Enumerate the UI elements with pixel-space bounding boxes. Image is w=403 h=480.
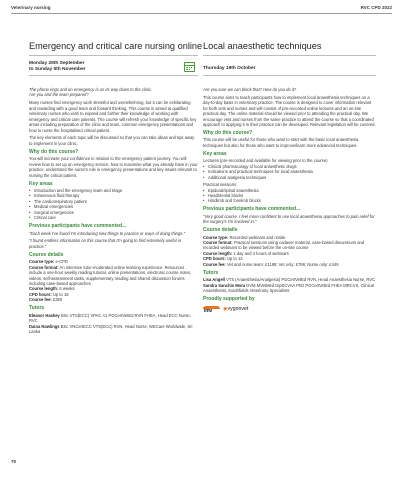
sponsor-heading: Proudly supported by <box>203 296 255 303</box>
course-length: Course length: 1 day and 4 hours of webinars <box>203 250 289 256</box>
key-areas-heading: Key areas <box>203 150 227 157</box>
why-heading: Why do this course? <box>203 130 253 137</box>
course-title: Emergency and critical care nursing online <box>29 41 203 51</box>
quote: "Very good course. I feel more confident to use local anaesthesia approaches to pain relief for the surgery's I'm involved in." <box>203 213 375 225</box>
practical-label: Practical sessions <box>203 182 237 188</box>
course-format: Course format: An intensive tutor-moderated online learning experience. Resources include a one-hour weekly reading tutorial, online presentations, electronic course notes, videos, self-assessment tasks, supplementary reading and shared discussion forums including case-based approaches <box>29 264 192 286</box>
details-heading: Course details <box>29 251 64 258</box>
list-item: • Medical emergencies <box>29 204 198 209</box>
cpd-hours: CPD hours: Up to 18 <box>29 291 69 297</box>
key-areas-list <box>29 188 198 221</box>
list-item: • Head/dental blocks <box>203 193 376 198</box>
list-item: • Intravenous fluid therapy <box>29 193 198 198</box>
why-text: You will increase your confidence in relation to the emergency patient journey. You will review how to set up an emergency service, how to maximise what you already have in your practice, understand the nurse's role in emergency presentations and key issues relevant to nursing the critical patient. <box>29 156 198 178</box>
header-divider <box>11 13 392 14</box>
list-item: • The cardiorespiratory patient <box>29 199 198 204</box>
brochure-label: RVC CPD 2022 <box>360 5 392 10</box>
key-areas-heading: Key areas <box>29 180 53 187</box>
intro-text: Many nurses find emergency work stressful and overwhelming, but it can be exhilarating and rewarding with a good team and forward thinking. This course is aimed at qualified veterinary nurses who wish to expand and further their knowledge of working with emergency and critical care patients. The course will refresh your knowledge of specific key areas including preparation of the clinic and team, common emergency presentations and how to nurse the hospitalised critical patient. <box>29 100 197 133</box>
section-label: Veterinary nursing <box>11 5 51 10</box>
course-body <box>203 87 376 315</box>
list-item: • Epidural/spinal anaesthesia <box>203 188 376 193</box>
cpd-hours: CPD hours: Up to 12 <box>203 256 243 262</box>
tutor: Sandra Sanchis Mora DVM MVetMed DipECVAA PhD PGCertVetEd FHEA MRCVS, Clinical Anaesthetist, Southfields Veterinary Specialists <box>203 282 374 294</box>
details-heading: Course details <box>203 227 238 234</box>
tutor: Eleanor Haskey BSc VTS(ECC) VPAC A1 PGCertVetEd RVN FHEA, Head ECC Nurse, RVC <box>29 312 191 324</box>
course-body: The phone rings and an emergency is on its way down to the clinic. Are you and the team prepared? Many nurses find emergency work stressful and overwhelming, but it can be exhilarating and rewarding with a good team and forward thinking. This course is aimed at qualified veterinary nurses who wish to expand and further their knowledge of working with emergency and critical care patients. The course will refresh your knowledge of specific key areas including preparation of the clinic and team, common emergency presentations and how to nurse the hospitalised critical patient. The key elements of each topic will be discussed so that you can take ideas and tips away to implement in your clinic. Why do this course? You will increase your confidence in relation to the emergency patient journey. You will review how to set up an emergency service, how to maximise what you already have in your practice, understand the nurse's role in emergency presentations and key issues relevant to nursing the critical patient. Key areas • Introduction and the emergency team and triage • Intravenous fluid therapy • The cardiorespiratory patient • Medical emergencies • Surgical emergencies • Critical care Previous participants have commented... "Each week I've found I'm introducing new things to practice or ways of doing things." "I found endless information on this course that I'm going to find extremely useful in practice." Course details Course type: e-CPD Course format: An intensive tutor-moderated online learning experience. Resources include a one-hour weekly reading tutorial, online presentations, electronic course notes, videos, self-assessment tasks, supplementary reading and shared discussion forums including case-based approaches Course length: 6 weeks CPD hours: Up to 18 Course fee: £350 Tutors Eleanor Haskey BSc VTS(ECC) VPAC A1 PGCertVetEd RVN FHEA, Head ECC Nurse, RVC Daina Rawlings BSc VNCertECC VTS(ECC) RVN, Head Nurse, WECare Worldwide, Sri Lanka <box>29 87 198 334</box>
lectures-list <box>203 164 376 180</box>
list-item: • Indications and practical techniques for local anaesthesia <box>203 169 376 174</box>
practical-list <box>203 188 376 204</box>
title-divider <box>29 55 198 56</box>
list-item: • Additional analgesia techniques <box>203 175 376 180</box>
lectures-label: Lectures (pre-recorded and available for viewing prior to the course) <box>203 158 328 164</box>
course-date: Thursday 19th October <box>203 66 256 71</box>
page-number: 70 <box>11 459 17 464</box>
calendar-icon <box>184 62 195 72</box>
course-format: Course format: Practical sessions using cadaver material, case-based discussions and recorded webinars to be viewed before the on-site course <box>203 240 365 251</box>
course-length: Course length: 6 weeks <box>29 286 75 292</box>
course-fee: Course fee: £350 <box>29 297 63 303</box>
comments-heading: Previous participants have commented... <box>29 223 127 230</box>
course-fee: Course fee: Vet and nurse team: £1198; Vet only: £799; Nurse only: £449 <box>203 261 339 267</box>
list-item: • Hindlimb and forelimb blocks <box>203 198 376 203</box>
list-item: • Critical care <box>29 215 198 220</box>
why-text: This course will be useful for those who want to start with the basic local anaesthesia techniques but also for those who want to improve/learn more advanced techniques. <box>203 137 359 148</box>
course-title: Local anaesthetic techniques <box>203 41 322 51</box>
list-item: • Introduction and the emergency team and triage <box>29 188 198 193</box>
why-heading: Why do this course? <box>29 148 79 155</box>
quote: "I found endless information on this course that I'm going to find extremely useful in practice." <box>29 238 182 249</box>
imv-logo: imv <box>203 306 220 314</box>
tutors-heading: Tutors <box>29 305 45 312</box>
comments-heading: Previous participants have commented... <box>203 206 301 213</box>
list-item: • Clinical pharmacology of local anaesthetic drugs <box>203 164 376 169</box>
intro-question: Are you sure we can block that? How do you do it? <box>203 87 297 92</box>
course-type: Course type: Recorded webinars and onsite <box>203 234 286 240</box>
quote: "Each week I've found I'm introducing new things to practice or ways of doing things." <box>29 230 185 236</box>
list-item: • Surgical emergencies <box>29 210 198 215</box>
date-block <box>203 61 376 76</box>
tutor: Lisa Angell VTS (Anaesthesia/Analgesia) PGCertVetEd RVN, Head Anaesthesia Nurse, RVC <box>203 277 376 283</box>
title-divider <box>203 55 376 56</box>
vygonvet-logo: ◉vygonvet <box>223 306 249 313</box>
tutors-heading: Tutors <box>203 269 219 276</box>
sponsor-logos <box>203 305 376 315</box>
course-dates: Monday 25th September to Sunday 5th November <box>29 61 86 72</box>
intro-text: This course aims to teach participants how to implement local anaesthesia techniques on a day-to-day basis in veterinary practice. The course is designed to cover information relevant for both vets and nurses and will consist of pre-recorded online lectures and an on-site practical day. The online material should be viewed prior to attending the practical day. We encourage vets and nurses from the same practice to attend the course so that a coordinated approach to applying it in their practice can be developed. Relevant legislation will be covered. <box>203 94 376 128</box>
course-type: Course type: e-CPD <box>29 259 68 265</box>
tutor: Daina Rawlings BSc VNCertECC VTS(ECC) RVN, Head Nurse, WECare Worldwide, Sri Lanka <box>29 323 193 335</box>
date-block <box>29 61 198 76</box>
intro-text-2: The key elements of each topic will be discussed so that you can take ideas and tips away to implement in your clinic. <box>29 135 195 146</box>
